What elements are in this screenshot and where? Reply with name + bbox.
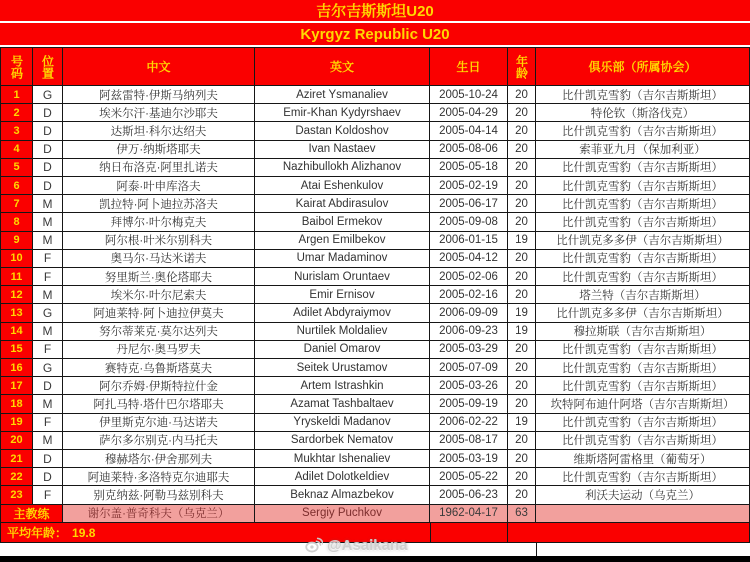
player-club: 比什凯克雪豹（吉尔吉斯斯坦）	[536, 377, 749, 395]
player-position: M	[33, 323, 63, 341]
player-club: 比什凯克多多伊（吉尔吉斯斯坦）	[536, 232, 749, 250]
player-number: 9	[1, 232, 33, 250]
player-age: 20	[508, 359, 536, 377]
player-row	[1, 268, 749, 286]
player-name-en: Emir Ernisov	[255, 286, 430, 304]
player-number: 16	[1, 359, 33, 377]
player-club: 坎特阿布迪什阿塔（吉尔吉斯斯坦）	[536, 395, 749, 413]
player-row	[1, 159, 749, 177]
watermark-text: @Asaikana	[327, 536, 408, 554]
player-birthday: 2005-08-17	[430, 432, 508, 450]
player-position: F	[33, 414, 63, 432]
player-age: 20	[508, 432, 536, 450]
player-number: 20	[1, 432, 33, 450]
player-number: 21	[1, 450, 33, 468]
player-birthday: 2005-03-26	[430, 377, 508, 395]
player-row	[1, 232, 749, 250]
player-row	[1, 341, 749, 359]
player-name-cn: 伊万·纳斯塔耶夫	[63, 141, 255, 159]
player-age: 20	[508, 250, 536, 268]
player-position: F	[33, 268, 63, 286]
coach-birthday: 1962-04-17	[430, 505, 508, 523]
player-position: M	[33, 213, 63, 231]
player-number: 15	[1, 341, 33, 359]
player-club: 比什凯克雪豹（吉尔吉斯斯坦）	[536, 122, 749, 140]
player-club: 比什凯克雪豹（吉尔吉斯斯坦）	[536, 159, 749, 177]
player-position: M	[33, 395, 63, 413]
player-name-en: Dastan Koldoshov	[255, 122, 430, 140]
table-header-row	[1, 48, 749, 86]
player-age: 20	[508, 468, 536, 486]
player-club: 利沃夫运动（乌克兰）	[536, 486, 749, 504]
player-name-cn: 阿尔乔姆·伊斯特拉什金	[63, 377, 255, 395]
player-name-en: Umar Madaminov	[255, 250, 430, 268]
coach-label: 主教练	[1, 505, 63, 523]
player-club: 比什凯克雪豹（吉尔吉斯斯坦）	[536, 250, 749, 268]
player-birthday: 2005-04-29	[430, 104, 508, 122]
player-number: 14	[1, 323, 33, 341]
player-row	[1, 450, 749, 468]
player-club: 穆拉斯联（吉尔吉斯斯坦）	[536, 323, 749, 341]
player-age: 20	[508, 450, 536, 468]
player-age: 19	[508, 304, 536, 322]
player-number: 1	[1, 86, 33, 104]
player-name-en: Seitek Urustamov	[255, 359, 430, 377]
roster-table	[0, 47, 750, 543]
player-row	[1, 323, 749, 341]
player-position: G	[33, 304, 63, 322]
player-position: M	[33, 286, 63, 304]
player-number: 4	[1, 141, 33, 159]
player-birthday: 2006-09-09	[430, 304, 508, 322]
player-age: 20	[508, 395, 536, 413]
player-name-cn: 纳日布洛克·阿里扎诺夫	[63, 159, 255, 177]
page-title: 吉尔吉斯斯坦U20	[316, 3, 434, 20]
title-bar	[0, 0, 750, 23]
page-subtitle: Kyrgyz Republic U20	[300, 25, 450, 43]
player-name-cn: 丹尼尔·奥马罗夫	[63, 341, 255, 359]
subtitle-bar	[0, 23, 750, 47]
player-position: D	[33, 141, 63, 159]
player-number: 11	[1, 268, 33, 286]
player-name-cn: 努里斯兰·奥伦塔耶夫	[63, 268, 255, 286]
player-name-en: Azamat Tashbaltaev	[255, 395, 430, 413]
player-age: 20	[508, 341, 536, 359]
coach-name-cn: 谢尔盖·普奇科夫（乌克兰）	[63, 505, 255, 523]
player-position: D	[33, 177, 63, 195]
player-club: 比什凯克雪豹（吉尔吉斯斯坦）	[536, 468, 749, 486]
player-birthday: 2005-10-24	[430, 86, 508, 104]
player-birthday: 2005-02-06	[430, 268, 508, 286]
player-name-en: Ivan Nastaev	[255, 141, 430, 159]
player-age: 19	[508, 323, 536, 341]
player-name-cn: 阿兹雷特·伊斯马纳列夫	[63, 86, 255, 104]
average-age-value: 19.8	[72, 525, 96, 540]
player-club: 维斯塔阿雷格里（葡萄牙）	[536, 450, 749, 468]
player-age: 20	[508, 159, 536, 177]
player-name-cn: 阿泰·叶申库洛夫	[63, 177, 255, 195]
player-row	[1, 395, 749, 413]
player-club: 比什凯克雪豹（吉尔吉斯斯坦）	[536, 341, 749, 359]
player-birthday: 2005-04-14	[430, 122, 508, 140]
player-name-en: Aziret Ysmanaliev	[255, 86, 430, 104]
player-position: M	[33, 432, 63, 450]
player-club: 比什凯克雪豹（吉尔吉斯斯坦）	[536, 359, 749, 377]
col-header-chinese: 中文	[63, 48, 255, 86]
player-club: 索菲亚九月（保加利亚）	[536, 141, 749, 159]
player-name-cn: 阿迪莱特·阿卜迪拉伊莫夫	[63, 304, 255, 322]
player-position: G	[33, 86, 63, 104]
player-row	[1, 213, 749, 231]
player-number: 3	[1, 122, 33, 140]
player-club: 塔兰特（吉尔吉斯斯坦）	[536, 286, 749, 304]
col-header-age: 年龄	[508, 48, 536, 86]
player-row	[1, 250, 749, 268]
player-position: D	[33, 104, 63, 122]
player-birthday: 2005-02-19	[430, 177, 508, 195]
average-age-row	[1, 523, 749, 542]
player-birthday: 2005-07-09	[430, 359, 508, 377]
player-age: 20	[508, 286, 536, 304]
player-row	[1, 468, 749, 486]
player-name-cn: 阿尔根·叶米尔别科夫	[63, 232, 255, 250]
player-name-en: Nurtilek Moldaliev	[255, 323, 430, 341]
player-row	[1, 104, 749, 122]
player-row	[1, 414, 749, 432]
player-name-en: Artem Istrashkin	[255, 377, 430, 395]
player-number: 8	[1, 213, 33, 231]
player-age: 20	[508, 213, 536, 231]
player-row	[1, 122, 749, 140]
coach-club	[536, 505, 749, 523]
player-position: M	[33, 232, 63, 250]
player-name-en: Yryskeldi Madanov	[255, 414, 430, 432]
player-age: 20	[508, 195, 536, 213]
player-club: 比什凯克多多伊（吉尔吉斯斯坦）	[536, 304, 749, 322]
player-name-en: Beknaz Almazbekov	[255, 486, 430, 504]
player-name-cn: 伊里斯克尔迪·马达诺夫	[63, 414, 255, 432]
player-birthday: 2005-03-29	[430, 341, 508, 359]
player-birthday: 2005-04-12	[430, 250, 508, 268]
player-row	[1, 304, 749, 322]
player-birthday: 2005-05-22	[430, 468, 508, 486]
player-name-cn: 达斯坦·科尔达绍夫	[63, 122, 255, 140]
footer-empty-cell	[508, 523, 749, 542]
player-row	[1, 86, 749, 104]
player-row	[1, 141, 749, 159]
player-name-cn: 别克纳兹·阿勒马兹别科夫	[63, 486, 255, 504]
player-club: 比什凯克雪豹（吉尔吉斯斯坦）	[536, 177, 749, 195]
bottom-black-bar	[0, 556, 750, 562]
player-position: D	[33, 159, 63, 177]
player-position: M	[33, 195, 63, 213]
player-age: 20	[508, 177, 536, 195]
player-club: 特伦钦（斯洛伐克）	[536, 104, 749, 122]
col-header-club: 俱乐部（所属协会）	[536, 48, 749, 86]
player-age: 20	[508, 377, 536, 395]
coach-row	[1, 505, 749, 523]
col-header-birthday: 生日	[430, 48, 508, 86]
player-number: 23	[1, 486, 33, 504]
player-number: 6	[1, 177, 33, 195]
coach-name-en: Sergiy Puchkov	[255, 505, 430, 523]
player-name-en: Atai Eshenkulov	[255, 177, 430, 195]
player-name-cn: 凯拉特·阿卜迪拉苏洛夫	[63, 195, 255, 213]
player-club: 比什凯克雪豹（吉尔吉斯斯坦）	[536, 414, 749, 432]
bottom-margin	[0, 543, 750, 556]
player-rows	[1, 86, 749, 523]
player-name-en: Argen Emilbekov	[255, 232, 430, 250]
player-name-en: Nurislam Oruntaev	[255, 268, 430, 286]
player-age: 20	[508, 122, 536, 140]
player-name-cn: 阿扎马特·塔什巴尔塔耶夫	[63, 395, 255, 413]
player-name-en: Nazhibullokh Alizhanov	[255, 159, 430, 177]
player-position: F	[33, 341, 63, 359]
col-header-english: 英文	[255, 48, 430, 86]
player-birthday: 2005-08-06	[430, 141, 508, 159]
player-name-en: Daniel Omarov	[255, 341, 430, 359]
player-birthday: 2005-06-17	[430, 195, 508, 213]
player-age: 20	[508, 486, 536, 504]
col-header-number: 号码	[1, 48, 33, 86]
player-number: 12	[1, 286, 33, 304]
player-number: 13	[1, 304, 33, 322]
player-name-cn: 赛特克·乌鲁斯塔莫夫	[63, 359, 255, 377]
player-club: 比什凯克雪豹（吉尔吉斯斯坦）	[536, 86, 749, 104]
average-age-label: 平均年龄：	[7, 526, 68, 540]
player-row	[1, 359, 749, 377]
player-name-cn: 萨尔多尔别克·内马托夫	[63, 432, 255, 450]
player-name-en: Mukhtar Ishenaliev	[255, 450, 430, 468]
player-name-en: Emir-Khan Kydyrshaev	[255, 104, 430, 122]
player-club: 比什凯克雪豹（吉尔吉斯斯坦）	[536, 195, 749, 213]
player-row	[1, 195, 749, 213]
player-age: 19	[508, 414, 536, 432]
player-name-cn: 拜博尔·叶尔梅克夫	[63, 213, 255, 231]
player-birthday: 2005-03-19	[430, 450, 508, 468]
coach-age: 63	[508, 505, 536, 523]
player-name-en: Adilet Dolotkeldiev	[255, 468, 430, 486]
player-position: G	[33, 359, 63, 377]
player-name-cn: 奥马尔·马达米诺夫	[63, 250, 255, 268]
player-name-cn: 努尔蒂莱克·莫尔达列夫	[63, 323, 255, 341]
player-birthday: 2005-06-23	[430, 486, 508, 504]
player-age: 20	[508, 104, 536, 122]
player-birthday: 2006-02-22	[430, 414, 508, 432]
player-number: 19	[1, 414, 33, 432]
player-birthday: 2005-09-19	[430, 395, 508, 413]
player-row	[1, 377, 749, 395]
player-position: D	[33, 377, 63, 395]
player-name-cn: 阿迪莱特·多洛特克尔迪耶夫	[63, 468, 255, 486]
player-name-cn: 埃米尔·叶尔尼索夫	[63, 286, 255, 304]
player-row	[1, 432, 749, 450]
player-birthday: 2006-01-15	[430, 232, 508, 250]
player-row	[1, 286, 749, 304]
player-club: 比什凯克雪豹（吉尔吉斯斯坦）	[536, 268, 749, 286]
player-name-en: Baibol Ermekov	[255, 213, 430, 231]
player-position: D	[33, 468, 63, 486]
player-club: 比什凯克雪豹（吉尔吉斯斯坦）	[536, 213, 749, 231]
player-birthday: 2005-09-08	[430, 213, 508, 231]
player-number: 7	[1, 195, 33, 213]
player-position: F	[33, 250, 63, 268]
footer-empty-birthday-cell	[430, 523, 508, 542]
player-number: 10	[1, 250, 33, 268]
player-name-cn: 穆赫塔尔·伊舍那列夫	[63, 450, 255, 468]
player-club: 比什凯克雪豹（吉尔吉斯斯坦）	[536, 432, 749, 450]
player-position: F	[33, 486, 63, 504]
player-name-en: Kairat Abdirasulov	[255, 195, 430, 213]
player-number: 2	[1, 104, 33, 122]
player-row	[1, 486, 749, 504]
player-age: 20	[508, 141, 536, 159]
player-name-cn: 埃米尔汗·基迪尔沙耶夫	[63, 104, 255, 122]
player-number: 17	[1, 377, 33, 395]
average-age-cell	[1, 523, 430, 542]
player-name-en: Adilet Abdyraiymov	[255, 304, 430, 322]
player-position: D	[33, 450, 63, 468]
col-header-position: 位置	[33, 48, 63, 86]
player-birthday: 2005-02-16	[430, 286, 508, 304]
player-age: 20	[508, 268, 536, 286]
player-birthday: 2005-05-18	[430, 159, 508, 177]
player-number: 22	[1, 468, 33, 486]
player-age: 19	[508, 232, 536, 250]
player-age: 20	[508, 86, 536, 104]
column-border-stub	[536, 543, 537, 556]
player-number: 5	[1, 159, 33, 177]
player-row	[1, 177, 749, 195]
player-name-en: Sardorbek Nematov	[255, 432, 430, 450]
player-number: 18	[1, 395, 33, 413]
player-birthday: 2006-09-23	[430, 323, 508, 341]
player-position: D	[33, 122, 63, 140]
